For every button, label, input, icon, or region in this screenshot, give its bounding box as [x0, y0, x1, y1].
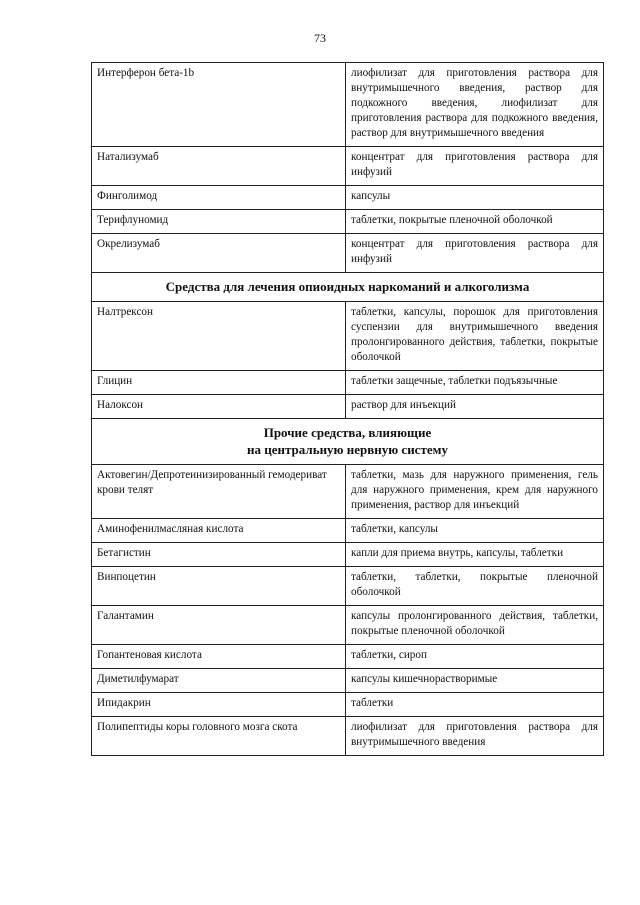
drug-name: Полипептиды коры головного мозга скота [92, 717, 346, 756]
table-row [92, 234, 604, 273]
drug-name: Актовегин/Депротеинизированный гемодериват крови телят [92, 465, 346, 519]
drug-form: капсулы [346, 186, 604, 210]
drug-form: концентрат для приготовления раствора для инфузий [346, 147, 604, 186]
drug-form: таблетки, капсулы, порошок для приготовления суспензии для внутримышечного введения пролонгированного действия, таблетки, покрытые оболочкой [346, 302, 604, 371]
drug-name: Финголимод [92, 186, 346, 210]
section-title-line: на центральную нервную систему [247, 442, 448, 457]
section-title: Средства для лечения опиоидных наркоманий и алкоголизма [92, 273, 604, 302]
drug-form: капсулы кишечнорастворимые [346, 669, 604, 693]
drug-name: Натализумаб [92, 147, 346, 186]
table-row [92, 147, 604, 186]
drug-form: лиофилизат для приготовления раствора для внутримышечного введения [346, 717, 604, 756]
table-row [92, 645, 604, 669]
drug-form: капсулы пролонгированного действия, таблетки, покрытые пленочной оболочкой [346, 606, 604, 645]
drug-form: таблетки, сироп [346, 645, 604, 669]
drug-name: Гопантеновая кислота [92, 645, 346, 669]
section-title-line: Прочие средства, влияющие [263, 425, 432, 440]
drug-form: лиофилизат для приготовления раствора для внутримышечного введения, раствор для подкожного введения, лиофилизат для приготовления раствора для подкожного введения, раствор для внутримышечного введения [346, 63, 604, 147]
drug-form: таблетки [346, 693, 604, 717]
drug-name: Налоксон [92, 395, 346, 419]
drug-name: Бетагистин [92, 543, 346, 567]
drug-name: Аминофенилмасляная кислота [92, 519, 346, 543]
drug-name: Терифлуномид [92, 210, 346, 234]
table-row [92, 567, 604, 606]
drug-form: таблетки, покрытые пленочной оболочкой [346, 210, 604, 234]
table-row [92, 543, 604, 567]
drug-form: раствор для инъекций [346, 395, 604, 419]
section-header-row [92, 419, 604, 465]
drug-form: таблетки защечные, таблетки подъязычные [346, 371, 604, 395]
drug-name: Налтрексон [92, 302, 346, 371]
drug-form: таблетки, мазь для наружного применения, гель для наружного применения, крем для наружного применения, раствор для инъекций [346, 465, 604, 519]
table-row [92, 693, 604, 717]
table-row [92, 186, 604, 210]
drug-table [91, 62, 604, 756]
section-title [92, 419, 604, 465]
table-row [92, 395, 604, 419]
drug-name: Глицин [92, 371, 346, 395]
drug-name: Интерферон бета-1b [92, 63, 346, 147]
drug-name: Ипидакрин [92, 693, 346, 717]
table-row [92, 63, 604, 147]
drug-form: таблетки, капсулы [346, 519, 604, 543]
drug-name: Диметилфумарат [92, 669, 346, 693]
drug-form: концентрат для приготовления раствора для инфузий [346, 234, 604, 273]
drug-name: Галантамин [92, 606, 346, 645]
page-number: 73 [314, 31, 326, 45]
table-row [92, 302, 604, 371]
table-row [92, 717, 604, 756]
table-row [92, 210, 604, 234]
table-row [92, 465, 604, 519]
drug-form: капли для приема внутрь, капсулы, таблетки [346, 543, 604, 567]
table-row [92, 519, 604, 543]
drug-name: Винпоцетин [92, 567, 346, 606]
section-header-row [92, 273, 604, 302]
drug-form: таблетки, таблетки, покрытые пленочной оболочкой [346, 567, 604, 606]
table-row [92, 669, 604, 693]
drug-name: Окрелизумаб [92, 234, 346, 273]
table-row [92, 371, 604, 395]
table-row [92, 606, 604, 645]
